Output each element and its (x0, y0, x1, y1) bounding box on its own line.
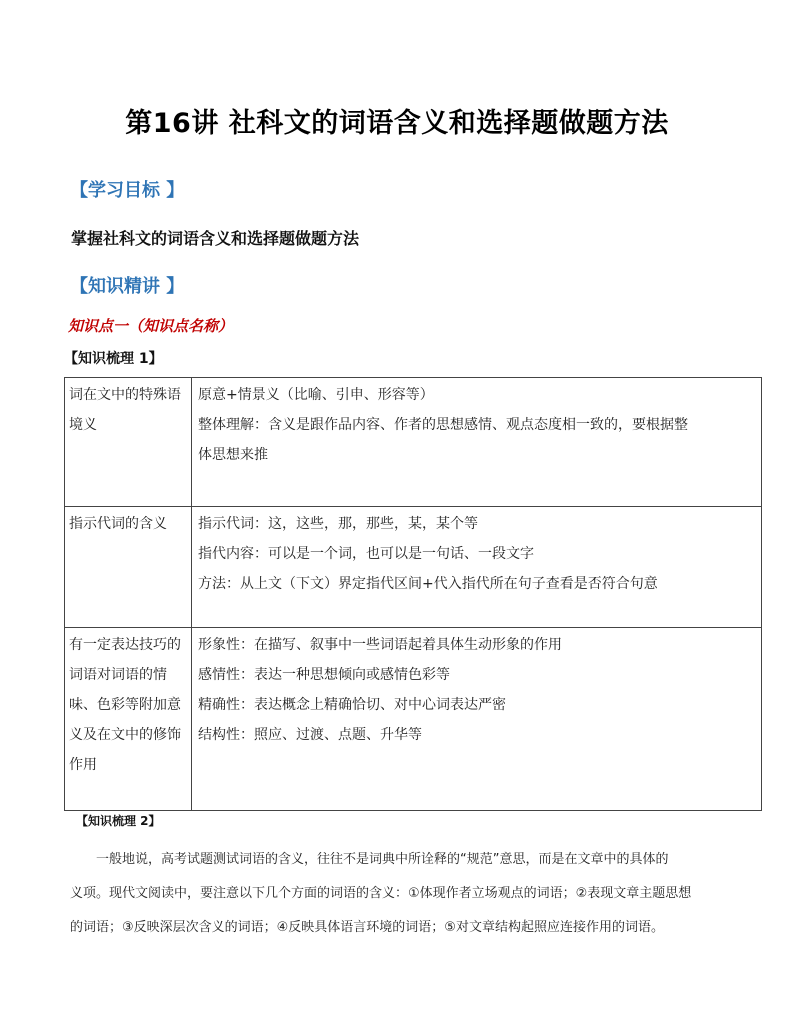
table-content-line: 形象性：在描写、叙事中一些词语起着具体生动形象的作用 (198, 637, 562, 653)
table-row-label: 指示代词的含义 (65, 507, 192, 628)
table-content-line: 原意+情景义（比喻、引申、形容等） (198, 387, 434, 403)
table-row-label: 词在文中的特殊语境义 (65, 378, 192, 507)
knowledge-point-heading: 知识点一（知识点名称） (68, 317, 234, 335)
table-row-label: 有一定表达技巧的词语对词语的情味、色彩等附加意义及在文中的修饰作用 (65, 628, 192, 811)
knowledge-sort-1-heading: 【知识梳理 1】 (64, 351, 163, 367)
table-row (65, 507, 762, 628)
document-title: 第16讲 社科文的词语含义和选择题做题方法 (125, 108, 669, 139)
table-content-line: 方法：从上文（下文）界定指代区间+代入指代所在句子查看是否符合句意 (198, 576, 658, 592)
table-content-line: 体思想来推 (198, 447, 268, 463)
learning-goal-heading: 【学习目标 】 (70, 180, 185, 201)
table-content-line: 感情性：表达一种思想倾向或感情色彩等 (198, 667, 450, 683)
paragraph-line: 的词语；③反映深层次含义的词语；④反映具体语言环境的词语；⑤对文章结构起照应连接作用的词语。 (70, 920, 664, 935)
table-row-content (192, 628, 762, 811)
learning-goal-text: 掌握社科文的词语含义和选择题做题方法 (71, 229, 360, 248)
table-content-line: 结构性：照应、过渡、点题、升华等 (198, 727, 422, 743)
paragraph-line: 一般地说，高考试题测试词语的含义，往往不是词典中所诠释的“规范”意思，而是在文章中的具体的 (96, 852, 669, 867)
table-row (65, 628, 762, 811)
table-row-content (192, 378, 762, 507)
paragraph-line: 义项。现代文阅读中，要注意以下几个方面的词语的含义：①体现作者立场观点的词语；②表现文章主题思想 (70, 886, 692, 901)
knowledge-table (64, 377, 762, 811)
table-content-line: 整体理解：含义是跟作品内容、作者的思想感情、观点态度相一致的，要根据整 (198, 417, 688, 433)
table-content-line: 指示代词：这，这些，那，那些，某，某个等 (198, 516, 478, 532)
table-content-line: 指代内容：可以是一个词，也可以是一句话、一段文字 (198, 546, 534, 562)
knowledge-heading: 【知识精讲 】 (70, 276, 185, 297)
table-row-content (192, 507, 762, 628)
table-content-line: 精确性：表达概念上精确恰切、对中心词表达严密 (198, 697, 506, 713)
knowledge-sort-2-heading: 【知识梳理 2】 (76, 814, 161, 828)
table-row (65, 378, 762, 507)
body-paragraph (70, 843, 730, 945)
